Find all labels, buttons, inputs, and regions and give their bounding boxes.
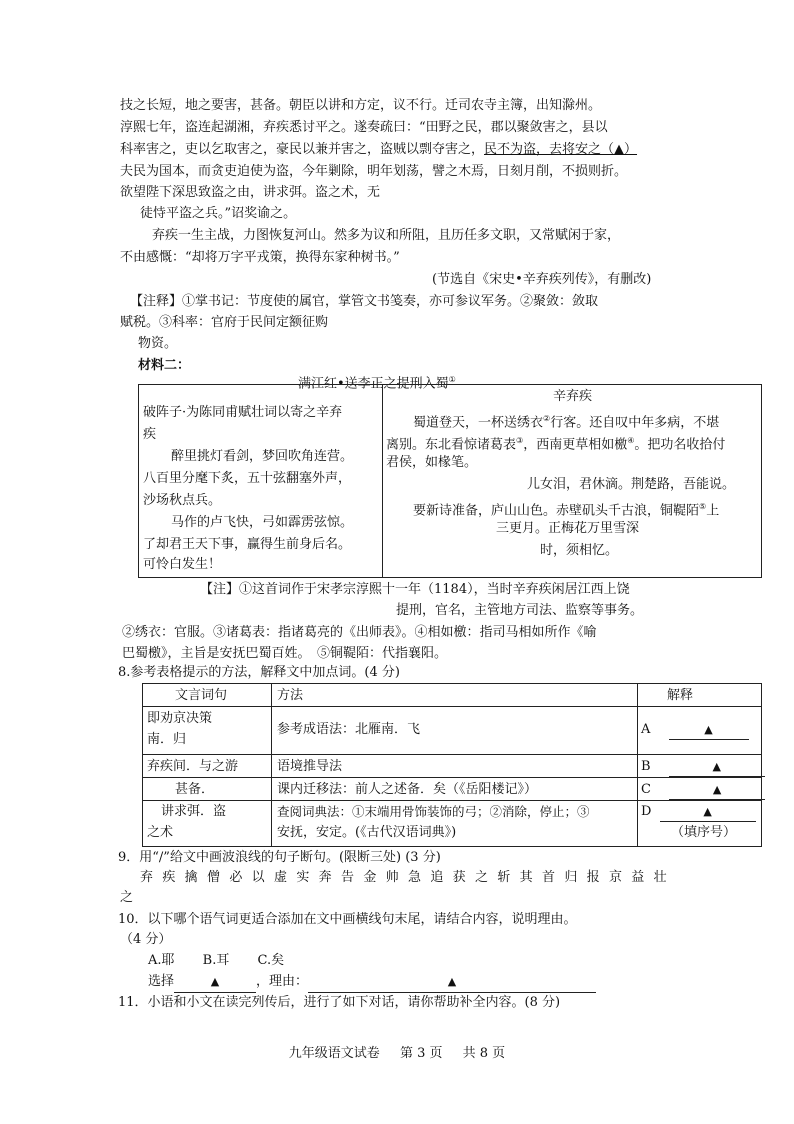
- poem-left-line-8: 可怜白发生！: [143, 557, 222, 572]
- note-mark-4: ④: [627, 436, 635, 445]
- poem-left-line-4: 八百里分麾下炙，五十弦翻塞外声，: [143, 471, 352, 486]
- row-d-answer-blank[interactable]: [660, 803, 756, 822]
- triangle-marker-icon: ▲: [703, 805, 712, 818]
- source-citation: (节选自《宋史•辛弃疾列传》，有删改): [432, 272, 652, 287]
- poem-right-line-5-c: 上: [706, 503, 720, 519]
- poem-right-line-5: [413, 497, 719, 521]
- material-two-heading: 材料二：: [138, 358, 191, 373]
- reason-blank[interactable]: [308, 972, 596, 993]
- row-d-answer: [641, 803, 756, 822]
- row-b-method: 语境推导法: [277, 759, 343, 774]
- poem-note-line-4: 巴蜀檄》，主旨是安抚巴蜀百姓。 ⑤铜鞮陌：代指襄阳。: [122, 646, 448, 661]
- row-d-phrase-line-1: 讲求弭．盗: [161, 804, 227, 819]
- row-a-letter: A: [641, 722, 651, 737]
- choice-blank[interactable]: [174, 972, 256, 993]
- question-10-score: （4 分）: [120, 932, 172, 947]
- text-line-3: [120, 140, 637, 160]
- poem-right-line-2: [386, 431, 725, 455]
- row-c-phrase: 甚备．: [175, 782, 215, 797]
- triangle-marker-icon: ▲: [712, 760, 721, 773]
- question-10-options: [148, 951, 284, 971]
- poem-right-line-2-c: ，西南更草相如檄: [523, 437, 628, 453]
- question-8-stem: 8.参考表格提示的方法，解释文中加点词。(4 分): [118, 665, 400, 680]
- text-line-3-a: 科率害之，吏以乞取害之，豪民以兼并害之，盗贼以剽夺害之，: [120, 142, 485, 157]
- poem-left-line-1: 破阵子·为陈同甫赋壮词以寄之辛弃: [143, 405, 343, 420]
- poem-left-line-2: 疾: [143, 427, 157, 442]
- poem-left-line-6: 马作的卢飞快，弓如霹雳弦惊。: [171, 515, 354, 530]
- poem-right-line-5-a: 要新诗准备，庐山山色。赤壁矶头千古浪，铜鞮陌: [413, 503, 700, 519]
- poem-left-line-7: 了却君王天下事，赢得生前身后名。: [143, 537, 352, 552]
- text-line-2: 淳熙七年，盗连起湖湘，弃疾悉讨平之。遂奏疏曰：“田野之民，郡以聚敛害之，县以: [120, 120, 608, 135]
- annotation-line-2: 赋税。③科率：官府于民间定额征购: [120, 315, 329, 330]
- poem-right-line-2-a: 离别。东北看惊诸葛表: [386, 437, 517, 453]
- annotation-line-3: 物资。: [138, 336, 178, 351]
- note-mark-2: ②: [543, 414, 551, 423]
- table-header-method: 方法: [277, 688, 304, 703]
- poem-right-line-6: 三更月。正梅花万里雪深: [496, 521, 640, 536]
- poem-right-line-1-a: 蜀道登天，一杯送绣衣: [413, 415, 544, 431]
- poem-title-note-mark: ①: [448, 375, 456, 384]
- poem-table: [138, 384, 762, 578]
- text-line-8: 不由感慨：“却将万字平戎策，换得东家种树书。”: [120, 250, 400, 265]
- row-d-fill-number-hint: （填序号）: [671, 825, 737, 840]
- poem-left-line-3: 醉里挑灯看剑，梦回吹角连营。: [171, 449, 354, 464]
- row-b-answer: [641, 758, 765, 777]
- table-rule: [143, 706, 761, 707]
- question-10-answer-line: [148, 972, 596, 993]
- question-9-sentence-end: 之: [120, 890, 134, 905]
- poem-right-line-1-c: 行客。还自叹中年多病，不堪: [550, 415, 720, 431]
- text-line-4: 夫民为国本，而贪吏迫使为盗，今年剿除，明年划荡，譬之木焉，日刻月削，不损则折。: [120, 164, 628, 179]
- option-c: C.矣: [257, 953, 285, 968]
- row-d-method-line-2: 安抚，安定。(《古代汉语词典》): [277, 825, 457, 840]
- option-b: B.耳: [202, 953, 230, 968]
- table-rule: [143, 777, 761, 778]
- text-line-7: 弃疾一生主战，力图恢复河山。然多为议和所阻，且历任多文职，又常赋闲于家，: [152, 228, 621, 243]
- note-mark-3: ③: [516, 436, 524, 445]
- poem-right-line-4: 儿女泪，君休滴。荆楚路，吾能说。: [527, 477, 736, 492]
- row-a-method: 参考成语法：北雁南．飞: [277, 722, 421, 737]
- row-b-letter: B: [641, 759, 651, 774]
- poem-note-line-2: 提刑，官名，主管地方司法、监察等事务。: [396, 603, 644, 618]
- text-line-1: 技之长短，地之要害，甚备。朝臣以讲和方定，议不行。迁司农寺主簿，出知滁州。: [120, 98, 602, 113]
- row-b-phrase: 弃疾间．与之游: [147, 759, 239, 774]
- row-c-answer: [641, 781, 765, 800]
- triangle-marker-icon: ▲: [712, 783, 722, 796]
- row-d-method-line-1: 查阅词典法：①末端用骨饰装饰的弓；②消除，停止；③: [277, 804, 590, 819]
- row-c-answer-blank[interactable]: [669, 781, 765, 800]
- footer-exam-title: 九年级语文试卷: [288, 1046, 380, 1061]
- row-a-phrase-line-2: 南．归: [147, 732, 187, 747]
- row-a-phrase-line-1: 即劝京决策: [147, 711, 213, 726]
- triangle-marker-icon: ▲: [210, 975, 220, 988]
- poem-right-line-2-e: 。把功名收拾付: [634, 437, 726, 453]
- footer-total-pages: 共 8 页: [462, 1046, 506, 1061]
- question-9-stem: 9．用“/”给文中画波浪线的句子断句。(限断三处) (3 分): [118, 850, 441, 865]
- table-rule: [143, 800, 761, 801]
- question-11-stem: 11．小语和小文在读完列传后，进行了如下对话，请你帮助补全内容。(8 分): [118, 995, 561, 1010]
- triangle-marker-icon: ▲: [704, 723, 713, 736]
- row-c-letter: C: [641, 782, 651, 797]
- poem-title-text: 满江红•送李正之提刑入蜀: [298, 376, 449, 392]
- row-b-answer-blank[interactable]: [669, 758, 765, 777]
- poem-right-line-1: [413, 409, 719, 433]
- page-footer: [0, 1042, 794, 1061]
- row-d-phrase-line-2: 之术: [147, 825, 174, 840]
- annotation-line-1: 【注释】①掌书记：节度使的属官，掌管文书笺奏，亦可参议军务。②聚敛：敛取: [130, 294, 599, 309]
- table-rule: [271, 684, 272, 846]
- poem-author: 辛弃疾: [553, 389, 593, 404]
- row-a-answer: [641, 721, 749, 740]
- table-rule: [143, 754, 761, 755]
- poem-right-line-3: 君侯，如椽笔。: [386, 455, 478, 470]
- note-mark-5: ⑤: [699, 502, 707, 511]
- poem-right-line-7: 时，须相忆。: [540, 543, 619, 558]
- underlined-sentence: 民不为盗，去将安之（▲）: [484, 142, 638, 157]
- question-8-table: [142, 683, 762, 847]
- row-a-answer-blank[interactable]: [669, 721, 749, 740]
- reason-label: ，理由：: [256, 974, 309, 989]
- poem-left-line-5: 沙场秋点兵。: [143, 493, 222, 508]
- poem-right-cell: [383, 385, 761, 577]
- question-9-sentence[interactable]: 弃 疾 擒 僧 必 以 虚 实 奔 告 金 帅 急 追 获 之 斩 其 首 归 报 京 益 壮: [140, 870, 670, 885]
- table-header-explanation: 解释: [667, 688, 694, 703]
- text-line-6: 徒恃平盗之兵。”诏奖谕之。: [140, 206, 297, 221]
- table-rule: [637, 684, 638, 846]
- triangle-marker-icon: ▲: [447, 975, 457, 988]
- poem-note-line-3: ②绣衣：官服。③诸葛表：指诸葛亮的《出师表》。④相如檄：指司马相如所作《喻: [122, 625, 597, 640]
- text-line-5: 欲望陛下深思致盗之由，讲求弭。盗之术，无: [120, 185, 381, 200]
- table-header-phrase: 文言词句: [175, 688, 228, 703]
- choose-label: 选择: [148, 974, 175, 989]
- row-d-letter: D: [641, 804, 652, 819]
- poem-note-line-1: 【注】①这首词作于宋孝宗淳熙十一年（1184），当时辛弃疾闲居江西上饶: [200, 582, 630, 597]
- option-a: A.耶: [148, 953, 175, 968]
- footer-page-number: 第 3 页: [399, 1046, 443, 1061]
- question-10-stem: 10．以下哪个语气词更适合添加在文中画横线句末尾，请结合内容，说明理由。: [118, 912, 577, 927]
- row-c-method: 课内迁移法：前人之述备．矣（《岳阳楼记》）: [277, 782, 538, 797]
- poem-left-cell: [139, 385, 383, 577]
